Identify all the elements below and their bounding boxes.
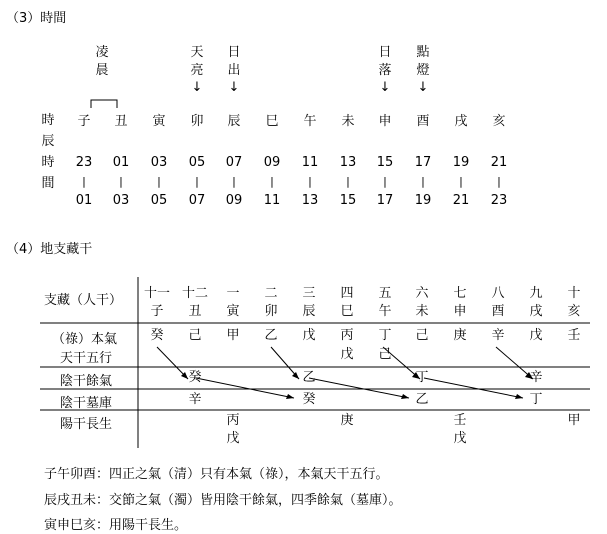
start-hour: 13 — [339, 155, 357, 170]
start-hour: 01 — [112, 155, 130, 170]
start-hour: 11 — [301, 155, 319, 170]
start-hour: 19 — [452, 155, 470, 170]
row-label-yingan-yuqi: 陰干餘氣 — [60, 374, 113, 389]
yanggan-changsheng-cell: 庚 — [340, 413, 354, 428]
section4-title: （4）地支藏干 — [6, 242, 93, 257]
month-branch: 寅 — [226, 304, 240, 319]
tiangan-wuxing-cell: 己 — [378, 347, 392, 362]
month-number: 十一 — [143, 286, 170, 301]
row-label-benqi: （祿）本氣 — [52, 332, 118, 347]
arrow-down-icon: ↓ — [379, 80, 391, 95]
row-label-shichen-2: 辰 — [41, 134, 55, 149]
table-header-label: 支藏（人干） — [44, 293, 123, 308]
yingan-muku-cell: 癸 — [302, 392, 316, 407]
label-riluo-1: 日 — [378, 45, 392, 60]
end-hour: 13 — [301, 193, 319, 208]
benqi-cell: 庚 — [453, 328, 467, 343]
yanggan-changsheng-cell: 丙 — [226, 413, 240, 428]
end-hour: 01 — [75, 193, 93, 208]
start-hour: 09 — [263, 155, 281, 170]
month-branch: 子 — [150, 304, 164, 319]
hour-separator: | — [497, 175, 501, 188]
row-label-shijian-2: 間 — [41, 176, 55, 191]
yingan-yuqi-cell: 辛 — [529, 370, 543, 385]
branch-label: 丑 — [114, 114, 128, 129]
arrow-down-icon: ↓ — [417, 80, 429, 95]
arrow-down-icon: ↓ — [191, 80, 203, 95]
end-hour: 15 — [339, 193, 357, 208]
yingan-yuqi-cell: 丁 — [415, 370, 429, 385]
note-line: 子午卯酉：四正之氣（清）只有本氣（祿），本氣天干五行。 — [44, 467, 389, 482]
month-branch: 辰 — [302, 304, 316, 319]
row-label-shijian-1: 時 — [41, 155, 55, 170]
hour-separator: | — [308, 175, 312, 188]
row-label-yingan-muku: 陰干墓庫 — [60, 396, 113, 411]
label-richu-2: 出 — [227, 63, 241, 78]
month-number: 六 — [415, 286, 429, 301]
benqi-cell: 辛 — [491, 328, 505, 343]
row-label-shichen-1: 時 — [41, 113, 55, 128]
month-number: 九 — [529, 286, 543, 301]
branch-label: 寅 — [152, 114, 166, 129]
hour-separator: | — [346, 175, 350, 188]
start-hour: 07 — [225, 155, 243, 170]
end-hour: 19 — [414, 193, 432, 208]
month-number: 七 — [453, 286, 467, 301]
end-hour: 03 — [112, 193, 130, 208]
benqi-cell: 戊 — [302, 328, 316, 343]
label-diandeng-1: 點 — [416, 45, 430, 60]
month-number: 五 — [378, 286, 392, 301]
end-hour: 07 — [188, 193, 206, 208]
month-branch: 巳 — [340, 304, 354, 319]
label-tianliang-2: 亮 — [190, 63, 204, 78]
branch-label: 戌 — [454, 114, 468, 129]
hour-separator: | — [195, 175, 199, 188]
yingan-muku-cell: 乙 — [415, 392, 429, 407]
end-hour: 21 — [452, 193, 470, 208]
branch-label: 卯 — [190, 114, 204, 129]
label-richu-1: 日 — [227, 45, 241, 60]
start-hour: 17 — [414, 155, 432, 170]
month-branch: 午 — [378, 304, 392, 319]
branch-label: 酉 — [416, 114, 430, 129]
month-number: 二 — [264, 286, 278, 301]
hour-separator: | — [421, 175, 425, 188]
branch-label: 未 — [341, 114, 355, 129]
month-number: 十 — [567, 286, 581, 301]
end-hour: 11 — [263, 193, 281, 208]
month-number: 一 — [226, 286, 240, 301]
benqi-cell: 甲 — [226, 328, 240, 343]
month-branch: 亥 — [567, 304, 581, 319]
month-branch: 申 — [453, 304, 467, 319]
month-number: 八 — [491, 286, 505, 301]
yingan-yuqi-cell: 癸 — [188, 370, 202, 385]
start-hour: 15 — [376, 155, 394, 170]
end-hour: 23 — [490, 193, 508, 208]
branch-label: 午 — [303, 114, 317, 129]
month-number: 四 — [340, 286, 354, 301]
arrow-down-icon: ↓ — [228, 80, 240, 95]
label-tianliang-1: 天 — [190, 45, 204, 60]
benqi-cell: 丙 — [340, 328, 354, 343]
row-label-yanggan-changsheng: 陽干長生 — [60, 417, 113, 432]
yanggan-changsheng-cell: 戊 — [453, 431, 467, 446]
note-line: 寅申巳亥：用陽干長生。 — [44, 518, 188, 533]
start-hour: 23 — [75, 155, 93, 170]
benqi-cell: 乙 — [264, 328, 278, 343]
benqi-cell: 丁 — [378, 328, 392, 343]
month-number: 三 — [302, 286, 316, 301]
branch-label: 申 — [378, 114, 392, 129]
yanggan-changsheng-cell: 甲 — [567, 413, 581, 428]
month-branch: 戌 — [529, 304, 543, 319]
label-lingchen-2: 晨 — [95, 63, 109, 78]
label-lingchen-1: 凌 — [95, 45, 109, 60]
hour-separator: | — [270, 175, 274, 188]
start-hour: 05 — [188, 155, 206, 170]
benqi-cell: 癸 — [150, 328, 164, 343]
end-hour: 17 — [376, 193, 394, 208]
hour-separator: | — [459, 175, 463, 188]
yingan-yuqi-cell: 乙 — [302, 370, 316, 385]
benqi-cell: 己 — [415, 328, 429, 343]
benqi-cell: 戊 — [529, 328, 543, 343]
hour-separator: | — [232, 175, 236, 188]
section3-title: （3）時間 — [6, 11, 67, 26]
branch-label: 巳 — [265, 114, 279, 129]
month-branch: 丑 — [188, 304, 202, 319]
yingan-muku-cell: 丁 — [529, 392, 543, 407]
benqi-cell: 己 — [188, 328, 202, 343]
month-number: 十二 — [181, 286, 208, 301]
month-branch: 未 — [415, 304, 429, 319]
end-hour: 05 — [150, 193, 168, 208]
label-diandeng-2: 燈 — [416, 63, 430, 78]
hour-separator: | — [119, 175, 123, 188]
hour-separator: | — [157, 175, 161, 188]
month-branch: 卯 — [264, 304, 278, 319]
note-line: 辰戌丑未：交節之氣（濁）皆用陰干餘氣，四季餘氣（墓庫）。 — [44, 493, 402, 508]
benqi-cell: 壬 — [567, 328, 581, 343]
branch-label: 子 — [77, 114, 91, 129]
tiangan-wuxing-cell: 戊 — [340, 347, 354, 362]
yingan-muku-cell: 辛 — [188, 392, 202, 407]
end-hour: 09 — [225, 193, 243, 208]
row-label-tiangan-wuxing: 天干五行 — [60, 351, 113, 366]
hour-separator: | — [383, 175, 387, 188]
branch-label: 辰 — [227, 114, 241, 129]
yanggan-changsheng-cell: 壬 — [453, 413, 467, 428]
start-hour: 03 — [150, 155, 168, 170]
start-hour: 21 — [490, 155, 508, 170]
yanggan-changsheng-cell: 戊 — [226, 431, 240, 446]
hour-separator: | — [82, 175, 86, 188]
month-branch: 酉 — [491, 304, 505, 319]
branch-label: 亥 — [492, 114, 506, 129]
label-riluo-2: 落 — [378, 63, 392, 78]
